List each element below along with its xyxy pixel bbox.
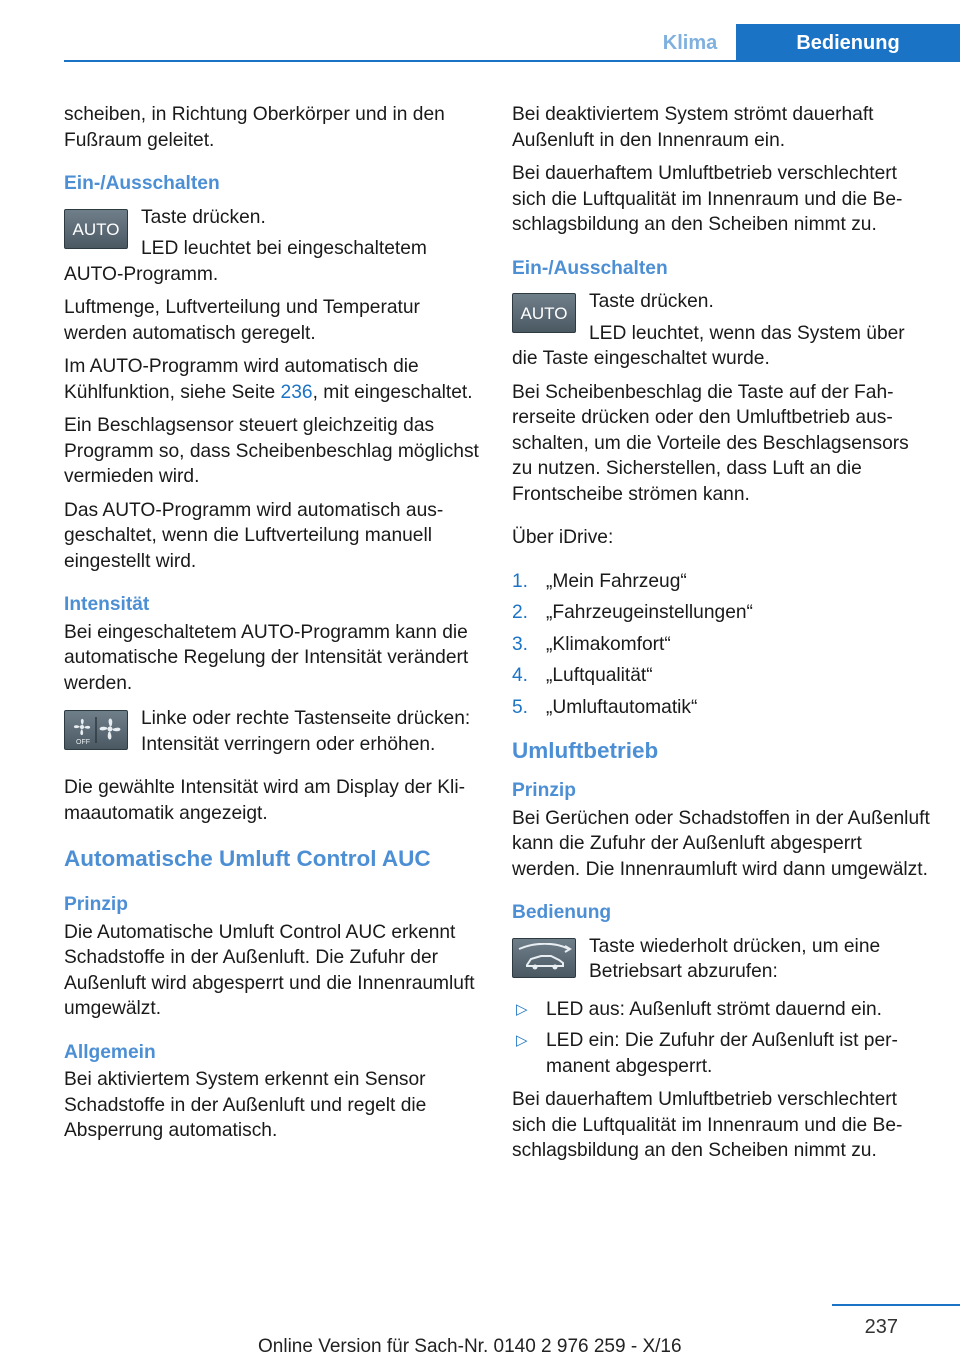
auto-instruction (64, 203, 482, 296)
auto-button-icon (512, 293, 576, 333)
instruction-text: LED leuchtet, wenn das System über die Taste eingeschaltet wurde. (512, 322, 905, 369)
paragraph: Bei Gerüchen oder Schadstoffen in der Außenluft kann die Zufuhr der Außenluft abgesperrt werden. Die Innenraumluft wird dann umgewälzt. (512, 807, 930, 880)
bullet-triangle-icon: ▷ (516, 1032, 528, 1049)
paragraph: Über iDrive: (512, 527, 614, 548)
list-item: 1. „Mein Fahrzeug“ (512, 570, 687, 592)
heading-ein-ausschalten: Ein-/Ausschalten (64, 173, 220, 194)
instruction-text: Taste wiederholt drücken, um eine Betriebsart abzurufen: (589, 935, 881, 982)
list-item: 2. „Fahrzeugeinstellungen“ (512, 602, 753, 623)
tab-klima[interactable]: Klima (662, 31, 718, 54)
footer-note: Online Version für Sach-Nr. 0140 2 976 259 - X/16 (258, 1336, 682, 1357)
left-column (64, 102, 482, 1152)
paragraph: Bei deaktiviertem System strömt dauerhaft Außenluft in den Innenraum ein. (512, 104, 874, 151)
recirculation-instruction (512, 932, 934, 993)
heading-umluftbetrieb: Umluftbetrieb (512, 738, 659, 763)
tab-bedienung[interactable]: Bedienung (736, 24, 960, 62)
footer-rule (832, 1304, 960, 1306)
paragraph-kuehlfunktion: Im AUTO-Programm wird automatisch die Kühlfunktion, siehe Seite 236, mit eingeschaltet. (64, 356, 473, 403)
instruction-text: Taste drücken. (141, 206, 266, 228)
heading-auc: Automatische Umluft Control AUC (64, 846, 431, 871)
paragraph: Luftmenge, Luftverteilung und Temperatur werden automatisch geregelt. (64, 297, 420, 344)
recirculation-icon (512, 938, 576, 978)
right-column (512, 102, 934, 1172)
paragraph: Bei aktiviertem System erkennt ein Sensor Schadstoffe in der Außenluft und regelt die Absperrung automatisch. (64, 1069, 427, 1141)
auto-icon-label: AUTO (72, 219, 120, 239)
instruction-text: Taste drücken. (589, 291, 714, 312)
heading-prinzip: Prinzip (64, 894, 128, 915)
auto-instruction (512, 287, 934, 380)
fan-intensity-icon (64, 710, 128, 750)
paragraph: Bei Scheibenbeschlag die Taste auf der Fahrerseite drücken oder den Umluftbetrieb ausschalten, um die Vorteile des Beschlagsensors zu nutzen. Sicherstellen, dass Luft an die Frontscheibe strömen kann. (512, 381, 909, 505)
heading-prinzip: Prinzip (512, 780, 576, 801)
heading-allgemein: Allgemein (64, 1041, 156, 1063)
auto-button-icon (64, 209, 128, 249)
list-item: ▷ LED ein: Die Zufuhr der Außenluft ist permanent abgesperrt. (516, 1030, 898, 1077)
list-item: ▷ LED aus: Außenluft strömt dauernd ein. (512, 997, 934, 1023)
mode-list (512, 997, 934, 1080)
paragraph: Bei dauerhaftem Umluftbetrieb verschlechtert sich die Luftqualität im Innenraum und die Beschlagsbildung an den Scheiben nimmt zu. (512, 1089, 903, 1161)
list-item: 4. „Luftqualität“ (512, 665, 653, 686)
idrive-steps (512, 569, 934, 721)
heading-ein-ausschalten: Ein-/Ausschalten (512, 257, 668, 279)
off-label: OFF (76, 739, 90, 746)
paragraph: Bei dauerhaftem Umluftbetrieb verschlechtert sich die Luftqualität im Innenraum und die Beschlagsbildung an den Scheiben nimmt zu. (512, 163, 903, 235)
instruction-text: LED leuchtet bei eingeschaltetem AUTO-Programm. (64, 238, 427, 285)
paragraph: Ein Beschlagsensor steuert gleichzeitig das Programm so, dass Scheibenbeschlag möglichst vermieden wird. (64, 415, 479, 487)
instruction-text: Linke oder rechte Tastenseite drücken: Intensität verringern oder erhöhen. (141, 708, 471, 755)
paragraph: Die Automatische Umluft Control AUC erkennt Schadstoffe in der Außenluft. Die Zufuhr der Außenluft wird abgesperrt und die Innenraumluft umgewälzt. (64, 921, 475, 1019)
paragraph: Die gewählte Intensität wird am Display der Klimaautomatik angezeigt. (64, 777, 465, 824)
paragraph: Das AUTO-Programm wird automatisch ausgeschaltet, wenn die Luftverteilung manuell eingestellt wird. (64, 499, 444, 572)
heading-intensitaet: Intensität (64, 594, 150, 615)
heading-bedienung: Bedienung (512, 902, 612, 923)
auto-icon-label: AUTO (520, 304, 568, 323)
header-rule (64, 60, 960, 62)
bullet-triangle-icon: ▷ (516, 1000, 528, 1018)
page-link[interactable]: 236 (280, 381, 313, 403)
list-item: 3. „Klimakomfort“ (512, 633, 671, 655)
list-item: 5. „Umluftautomatik“ (512, 696, 698, 718)
page-number: 237 (864, 1316, 898, 1338)
paragraph: scheiben, in Richtung Oberkörper und in den Fußraum geleitet. (64, 104, 445, 151)
paragraph: Bei eingeschaltetem AUTO-Programm kann die automatische Regelung der Intensität verändert werden. (64, 621, 469, 694)
intensity-instruction (64, 704, 482, 775)
